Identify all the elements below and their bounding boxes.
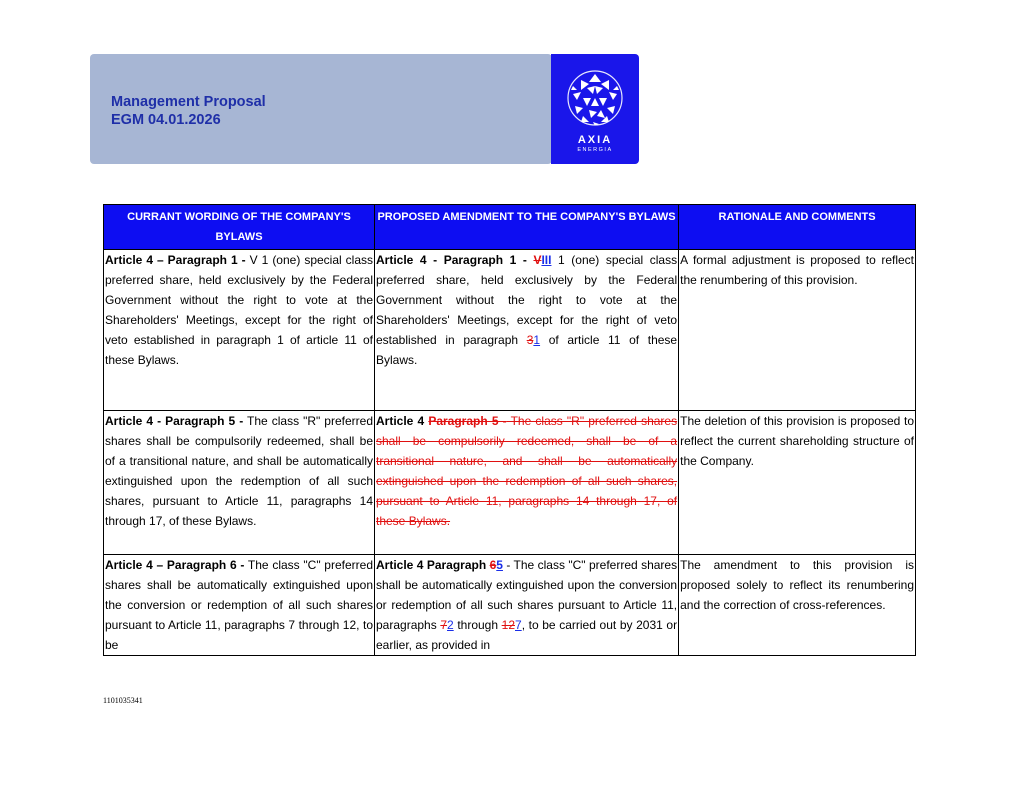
inserted-text: III	[541, 253, 552, 267]
article-text: V 1 (one) special class preferred share, held exclusively by the Federal Government without the right to vote at the Shareholders' Meetings, except for the right of veto established in paragraph 1 of article 11 of these Bylaws.	[105, 253, 374, 367]
article-text: , to be carried out by 2031 or earlier, as provided in	[376, 618, 678, 652]
globe-logo-icon	[567, 68, 623, 128]
inserted-text: 7	[515, 618, 522, 632]
current-wording-cell	[104, 411, 375, 555]
inserted-text: 2	[447, 618, 454, 632]
deleted-text: 7	[440, 618, 448, 632]
article-text: The class "R" preferred shares shall be compulsorily redeemed, shall be of a transitional nature, and shall be automatically extinguished upon the redemption of all such shares, pursuant to Article 11, paragraphs 14 through 17, of these Bylaws.	[105, 414, 374, 528]
article-text: The class "C" preferred shares shall be automatically extinguished upon the conversion or redemption of all such shares pursuant to Article 11, paragraphs 7 through 12, to be	[105, 558, 374, 652]
table-row	[104, 250, 916, 411]
table-row	[104, 411, 916, 555]
proposed-amendment-cell	[375, 411, 679, 555]
table-header-row	[104, 205, 916, 250]
title-line-2: EGM 04.01.2026	[111, 112, 221, 128]
article-heading: Article 4 Paragraph	[376, 558, 490, 572]
proposed-amendment-cell	[375, 555, 679, 656]
deleted-text: 12	[501, 618, 515, 632]
article-text: of article 11 of these Bylaws.	[376, 333, 678, 367]
article-heading: Article 4 – Paragraph 1 -	[105, 253, 246, 267]
rationale-cell: The amendment to this provision is proposed solely to reflect its renumbering and the correction of cross-references.	[679, 555, 916, 656]
deleted-text: V	[533, 253, 542, 267]
company-logo	[551, 54, 639, 164]
article-heading: Article 4 – Paragraph 6 -	[105, 558, 245, 572]
table-row	[104, 555, 916, 656]
article-heading: Article 4 - Paragraph 5 -	[105, 414, 244, 428]
page-title	[111, 93, 266, 129]
header-current-wording: CURRANT WORDING OF THE COMPANY'S BYLAWS	[104, 205, 375, 250]
document-id: 1101035341	[103, 696, 143, 705]
inserted-text: 1	[533, 333, 541, 347]
logo-name: AXIA	[577, 134, 613, 146]
article-heading: Article 4 - Paragraph 1 -	[376, 253, 534, 267]
bylaws-comparison-table	[103, 204, 916, 656]
rationale-cell: A formal adjustment is proposed to reflect the renumbering of this provision.	[679, 250, 916, 411]
logo-subtitle: ENERGIA	[577, 147, 613, 153]
header-proposed-amendment: PROPOSED AMENDMENT TO THE COMPANY'S BYLAWS	[375, 205, 679, 250]
article-text: - The class "C" preferred shares shall be automatically extinguished upon the conversion or redemption of all such shares pursuant to Article 11, paragraphs	[376, 558, 678, 632]
article-text: through	[453, 618, 502, 632]
inserted-text: 5	[496, 558, 503, 572]
header-rationale: RATIONALE AND COMMENTS	[679, 205, 916, 250]
deleted-text: 3	[526, 333, 534, 347]
current-wording-cell	[104, 555, 375, 656]
current-wording-cell	[104, 250, 375, 411]
deleted-text: 6	[489, 558, 497, 572]
deleted-text: The class "R" preferred shares shall be compulsorily redeemed, shall be of a transitional nature, and shall be automatically extinguished upon the redemption of all such shares, pursuant to Article 11, paragraphs 14 through 17, of these Bylaws.	[376, 414, 678, 528]
article-text: 1 (one) special class preferred share, held exclusively by the Federal Government without the right to vote at the Shareholders' Meetings, except for the right of veto established in paragraph	[376, 253, 678, 347]
deleted-text: Paragraph 5 -	[428, 414, 507, 428]
article-heading: Article 4	[376, 414, 429, 428]
header-banner	[90, 54, 552, 164]
rationale-cell: The deletion of this provision is proposed to reflect the current shareholding structure of the Company.	[679, 411, 916, 555]
proposed-amendment-cell	[375, 250, 679, 411]
title-line-1: Management Proposal	[111, 94, 266, 110]
